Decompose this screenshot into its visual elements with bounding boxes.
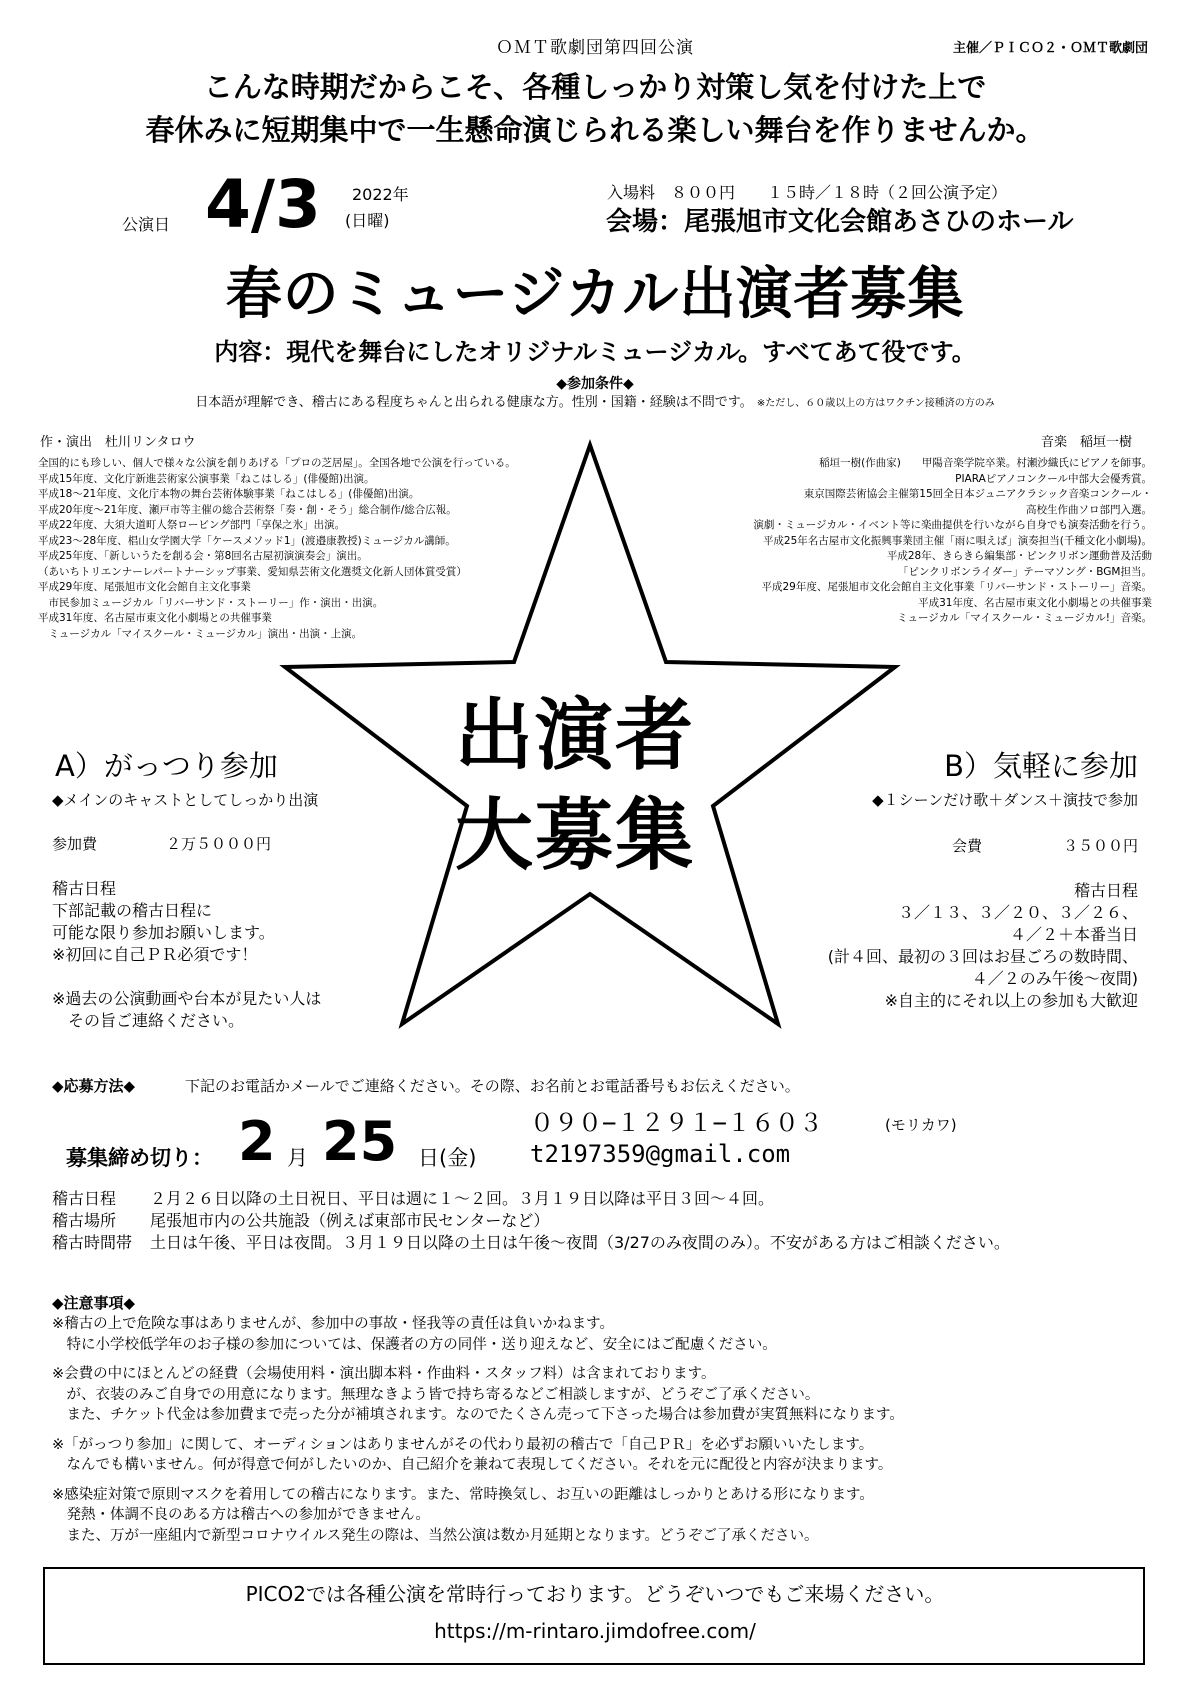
music-profile-line: 平成31年度、名古屋市東文化小劇場との共催事業 bbox=[918, 596, 1152, 609]
plan-a-line: 可能な限り参加お願いします。 bbox=[52, 923, 275, 942]
music-profile-line: PIARAピアノコンクール中部大会優秀賞。 bbox=[955, 472, 1152, 485]
plan-a-line: 下部記載の稽古日程に bbox=[52, 901, 213, 920]
music-profile-line: 平成29年度、尾張旭市文化会館自主文化事業「リバーサンド・ストーリー」音楽。 bbox=[761, 581, 1152, 593]
note-line: 特に小学校低学年のお子様の参加については、保護者の方の同伴・送り迎えなど、安全にはご配慮ください。 bbox=[52, 1336, 777, 1353]
note-line: ※会費の中にほとんどの経費（会場使用料・演出脚本料・作曲料・スタッフ料）は含まれております。 bbox=[52, 1366, 716, 1382]
schedule-row bbox=[52, 1210, 1010, 1232]
note-line: 発熱・体調不良のある方は稽古への参加ができません。 bbox=[52, 1507, 430, 1523]
conditions-heading: ◆参加条件◆ bbox=[556, 376, 634, 392]
main-title: 春のミュージカル出演者募集 bbox=[225, 262, 965, 327]
deadline-label: 募集締め切り： bbox=[66, 1146, 213, 1170]
director-profile-line: 平成15年度、文化庁新進芸術家公演事業「ねこはしる」(俳優館)出演。 bbox=[38, 472, 375, 485]
content-line: 内容：現代を舞台にしたオリジナルミュージカル。すべてあて役です。 bbox=[214, 338, 976, 366]
director-heading: 作・演出 杜川リンタロウ bbox=[40, 435, 196, 450]
music-profile-line: 東京国際芸術協会主催第15回全日本ジュニアクラシック音楽コンクール・ bbox=[803, 488, 1152, 500]
plan-a-fee-label: 参加費 bbox=[52, 835, 98, 853]
notes-block bbox=[52, 1314, 904, 1555]
conditions-text: 日本語が理解でき、稽古にある程度ちゃんと出られる健康な方。性別・国籍・経験は不問です。 bbox=[195, 395, 753, 410]
plan-a-line bbox=[52, 966, 321, 988]
deadline-day-unit: 日(金) bbox=[418, 1146, 477, 1170]
apply-heading: ◆応募方法◆ bbox=[52, 1077, 136, 1095]
director-profile-line: 平成22年度、大須大道町人祭ロービング部門「享保之氷」出演。 bbox=[38, 519, 346, 531]
director-profile-line: 平成23〜28年度、椙山女学園大学「ケースメソッド1」(渡邉康教授)ミュージカル講師。 bbox=[38, 534, 456, 547]
apply-text: 下記のお電話かメールでご連絡ください。その際、お名前とお電話番号もお伝えください。 bbox=[185, 1077, 800, 1095]
music-heading: 音楽 稲垣一樹 bbox=[1040, 435, 1132, 450]
director-profile-line: 市民参加ミュージカル「リバーサンド・ストーリー」作・演出・出演。 bbox=[38, 596, 384, 609]
plan-b-fee-label: 会費 bbox=[952, 837, 983, 855]
plan-b-line: ４／２のみ午後〜夜間) bbox=[971, 969, 1138, 988]
plan-b-line: (計４回、最初の３回はお昼ごろの数時間、 bbox=[827, 947, 1138, 966]
note-line: ※稽古の上で危険な事はありませんが、参加中の事故・怪我等の責任は負いかねます。 bbox=[52, 1316, 614, 1332]
note-line: また、万が一座組内で新型コロナウイルス発生の際は、当然公演は数か月延期となります。どうぞご了承ください。 bbox=[52, 1527, 819, 1544]
plan-b-details bbox=[828, 880, 1138, 1012]
plan-a-line: ※初回に自己ＰＲ必須です！ bbox=[52, 945, 258, 964]
music-profile-line: ミュージカル「マイスクール・ミュージカル!」音楽。 bbox=[897, 612, 1152, 624]
plan-b-line: ３／１３、３／２０、３／２６、 bbox=[897, 903, 1138, 922]
performance-date: 4/3 bbox=[205, 166, 321, 243]
plan-a-subtitle: ◆メインのキャストとしてしっかり出演 bbox=[52, 791, 319, 809]
fee-and-times: 入場料 ８００円 １５時／１８時（２回公演予定） bbox=[607, 183, 1008, 202]
note-line: なんでも構いません。何が得意で何がしたいのか、自己紹介を兼ねて表現してください。それを元に配役と内容が決まります。 bbox=[52, 1457, 893, 1473]
venue: 会場：尾張旭市文化会館あさひのホール bbox=[606, 207, 1074, 237]
plan-b-line: ※自主的にそれ以上の参加も大歓迎 bbox=[884, 991, 1138, 1010]
star-text-line-2: 大募集 bbox=[455, 791, 696, 881]
plan-a-line: その旨ご連絡ください。 bbox=[52, 1011, 245, 1030]
plan-a-title: A）がっつり参加 bbox=[55, 749, 278, 783]
schedule-block bbox=[52, 1188, 1010, 1254]
director-profile-line: 平成20年度〜21年度、瀬戸市等主催の総合芸術祭「奏・創・そう」総合制作/総合広報。 bbox=[38, 503, 457, 516]
contact-phone-name: (モリカワ) bbox=[885, 1116, 957, 1134]
note-group bbox=[52, 1485, 904, 1547]
schedule-row bbox=[52, 1232, 1010, 1254]
plan-b-line: 稽古日程 bbox=[1073, 881, 1138, 900]
director-profile-line: 平成31年度、名古屋市東文化小劇場との共催事業 bbox=[38, 612, 272, 624]
plan-b-title: B）気軽に参加 bbox=[944, 749, 1138, 783]
music-lines bbox=[753, 456, 1152, 627]
director-profile-line: ミュージカル「マイスクール・ミュージカル」演出・出演・上演。 bbox=[38, 627, 363, 640]
conditions-note: ※ただし、６０歳以上の方はワクチン接種済の方のみ bbox=[756, 398, 995, 409]
deadline-month-unit: 月 bbox=[287, 1146, 308, 1170]
catch-line-2: 春休みに短期集中で一生懸命演じられる楽しい舞台を作りませんか。 bbox=[145, 113, 1045, 147]
schedule-value: 土日は午後、平日は夜間。３月１９日以降の土日は午後〜夜間（3/27のみ夜間のみ）。不安がある方はご相談ください。 bbox=[150, 1233, 1010, 1252]
star-text-line-1: 出演者 bbox=[455, 691, 696, 781]
note-group bbox=[52, 1435, 904, 1476]
music-profile-line: 稲垣一樹(作曲家) 甲陽音楽学院卒業。村瀬沙織氏にピアノを師事。 bbox=[819, 457, 1152, 469]
music-profile-line: 演劇・ミュージカル・イベント等に楽曲提供を行いながら自身でも演奏活動を行う。 bbox=[753, 519, 1152, 531]
schedule-value: 尾張旭市内の公共施設（例えば東部市民センターなど） bbox=[150, 1211, 550, 1230]
note-group bbox=[52, 1364, 904, 1426]
footer-line: PICO2では各種公演を常時行っております。どうぞいつでもご来場ください。 bbox=[245, 1582, 945, 1606]
director-profile-line: 全国的にも珍しい、個人で様々な公演を創りあげる「プロの芝居屋」。全国各地で公演を行っている。 bbox=[38, 457, 516, 469]
performance-weekday: (日曜) bbox=[345, 211, 390, 230]
catch-line-1: こんな時期だからこそ、各種しっかり対策し気を付けた上で bbox=[203, 70, 987, 104]
company-line: ＯＭＴ歌劇団第四回公演 bbox=[496, 38, 694, 58]
music-profile-line: 高校生作曲ソロ部門入選。 bbox=[1026, 503, 1152, 516]
plan-a-details bbox=[52, 878, 321, 1032]
music-profile-line: 平成25年名古屋市文化振興事業団主催「雨に唄えば」演奏担当(千種文化小劇場)。 bbox=[762, 534, 1152, 547]
plan-b-fee: ３５００円 bbox=[1062, 837, 1138, 855]
music-profile-line: 「ピンクリボンライダー」テーマソング・BGM担当。 bbox=[897, 565, 1152, 578]
music-profile-line: 平成28年、きらきら編集部・ピンクリボン運動普及活動 bbox=[886, 550, 1152, 562]
contact-email[interactable]: t2197359@gmail.com bbox=[530, 1140, 791, 1168]
deadline-day: 25 bbox=[322, 1110, 398, 1173]
director-profile-line: 平成29年度、尾張旭市文化会館自主文化事業 bbox=[38, 581, 251, 593]
plan-b-subtitle: ◆１シーンだけ歌＋ダンス＋演技で参加 bbox=[872, 791, 1138, 809]
footer-url[interactable]: https://m-rintaro.jimdofree.com/ bbox=[434, 1619, 756, 1643]
plan-b-line: ４／２＋本番当日 bbox=[1009, 925, 1138, 944]
director-profile-line: 平成18〜21年度、文化庁本物の舞台芸術体験事業「ねこはしる」(俳優館)出演。 bbox=[38, 488, 420, 500]
deadline-month: 2 bbox=[238, 1110, 276, 1173]
director-profile-line: （あいちトリエンナーレパートナーシップ事業、愛知県芸術文化選奨文化新人団体賞受賞） bbox=[38, 565, 467, 578]
director-profile bbox=[38, 432, 516, 642]
schedule-label: 稽古時間帯 bbox=[52, 1233, 133, 1252]
contact-phone[interactable]: ０９０−１２９１−１６０３ bbox=[530, 1109, 823, 1137]
note-line: が、衣装のみご自身での用意になります。無理なきよう皆で持ち寄るなどご相談しますが、どうぞご了承ください。 bbox=[52, 1386, 820, 1403]
music-profile bbox=[753, 432, 1152, 627]
schedule-label: 稽古場所 bbox=[52, 1211, 117, 1230]
notes-heading: ◆注意事項◆ bbox=[52, 1294, 136, 1312]
schedule-row bbox=[52, 1188, 1010, 1210]
note-line: ※「がっつり参加」に関して、オーディションはありませんがその代わり最初の稽古で「自己ＰＲ」を必ずお願いいたします。 bbox=[52, 1436, 874, 1453]
conditions-line bbox=[0, 394, 1190, 413]
director-lines bbox=[38, 456, 516, 642]
performance-year: 2022年 bbox=[352, 185, 409, 204]
note-group bbox=[52, 1314, 904, 1355]
sponsor-line: 主催／ＰＩＣＯ２・ＯＭＴ歌劇団 bbox=[952, 41, 1148, 56]
plan-a-line: ※過去の公演動画や台本が見たい人は bbox=[52, 989, 322, 1008]
note-line: ※感染症対策で原則マスクを着用しての稽古になります。また、常時換気し、お互いの距離はしっかりとあける形になります。 bbox=[52, 1486, 874, 1503]
plan-a-line: 稽古日程 bbox=[52, 879, 117, 898]
note-line: また、チケット代金は参加費まで売った分が補填されます。なのでたくさん売って下さった場合は参加費が実質無料になります。 bbox=[52, 1407, 904, 1423]
schedule-label: 稽古日程 bbox=[52, 1189, 117, 1208]
plan-a-fee: ２万５０００円 bbox=[166, 835, 272, 853]
schedule-value: ２月２６日以降の土日祝日、平日は週に１〜２回。３月１９日以降は平日３回〜４回。 bbox=[150, 1189, 775, 1208]
director-profile-line: 平成25年度、「新しいうたを創る会・第8回名古屋初演演奏会」演出。 bbox=[38, 550, 368, 562]
date-label: 公演日 bbox=[122, 215, 171, 234]
